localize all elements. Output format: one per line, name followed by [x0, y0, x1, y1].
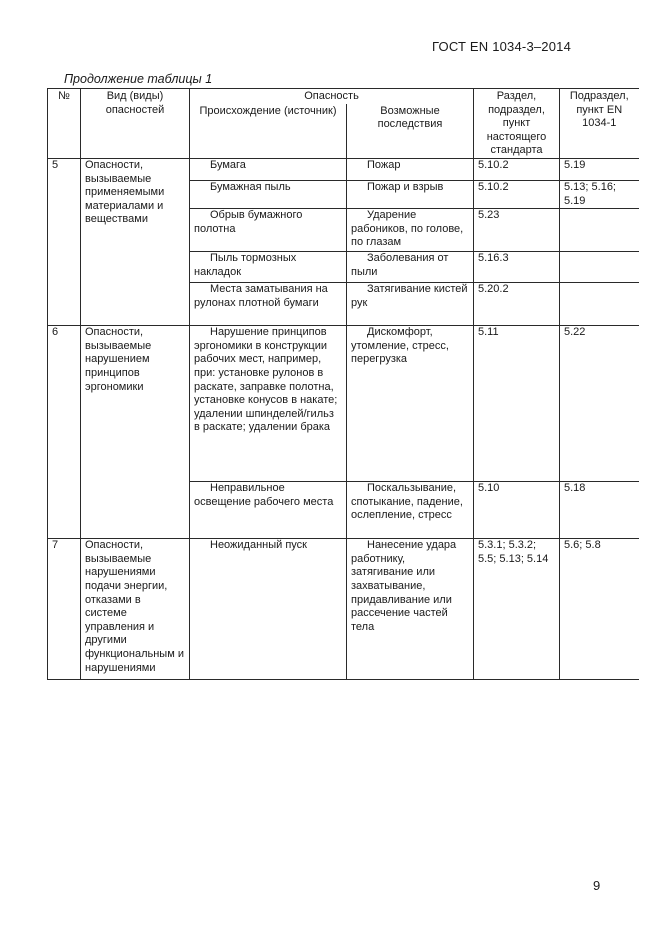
subsection-ref — [560, 252, 639, 283]
subsection-ref: 5.6; 5.8 — [560, 539, 639, 680]
header-origin: Происхождение (источник) — [190, 104, 347, 159]
subsection-ref — [560, 209, 639, 252]
hazard-origin: Места заматывания на рулонах плотной бумаги — [190, 283, 347, 326]
table-row — [48, 539, 639, 680]
subsection-ref — [560, 283, 639, 326]
section-ref: 5.3.1; 5.3.2; 5.5; 5.13; 5.14 — [474, 539, 560, 680]
subsection-ref: 5.13; 5.16; 5.19 — [560, 181, 639, 209]
header-consequences: Возможные последствия — [347, 104, 474, 159]
table-caption: Продолжение таблицы 1 — [64, 72, 213, 86]
hazard-origin: Бумажная пыль — [190, 181, 347, 209]
header-hazard: Опасность — [190, 89, 474, 104]
section-ref: 5.16.3 — [474, 252, 560, 283]
hazards-table — [47, 88, 639, 680]
header-no: № — [48, 89, 81, 159]
hazard-consequences: Пожар — [347, 159, 474, 181]
header-hazard-type: Вид (виды) опасностей — [81, 89, 190, 159]
section-ref: 5.23 — [474, 209, 560, 252]
hazard-origin: Нарушение принципов эргономики в конструкции рабочих мест, например, при: установке рулонов в раскате, заправке полотна, установке конусов в накате; удалении шпинделей/гильз в раскате; удалении брака — [190, 326, 347, 482]
hazard-consequences: Заболевания от пыли — [347, 252, 474, 283]
subsection-ref: 5.22 — [560, 326, 639, 482]
hazard-consequences: Пожар и взрыв — [347, 181, 474, 209]
hazard-origin: Неожиданный пуск — [190, 539, 347, 680]
hazard-origin: Обрыв бумажного полотна — [190, 209, 347, 252]
hazard-origin: Пыль тормозных накладок — [190, 252, 347, 283]
hazard-consequences: Поскальзывание, спотыкание, падение, ослепление, стресс — [347, 482, 474, 539]
hazard-consequences: Нанесение удара работнику, затягивание или захватывание, придавливание или рассечение частей тела — [347, 539, 474, 680]
section-ref: 5.11 — [474, 326, 560, 482]
section-ref: 5.10 — [474, 482, 560, 539]
page-number: 9 — [593, 878, 601, 893]
subsection-ref: 5.18 — [560, 482, 639, 539]
row-number: 7 — [48, 539, 81, 680]
hazard-consequences: Затягивание кистей рук — [347, 283, 474, 326]
section-ref: 5.10.2 — [474, 159, 560, 181]
row-number: 5 — [48, 159, 81, 326]
document-header: ГОСТ EN 1034-3–2014 — [432, 39, 572, 54]
subsection-ref: 5.19 — [560, 159, 639, 181]
header-subsection: Подраздел, пункт EN 1034-1 — [560, 89, 639, 159]
table-row — [48, 326, 639, 482]
hazard-origin: Неправильное освещение рабочего места — [190, 482, 347, 539]
hazard-type: Опасности, вызываемые применяемыми материалами и веществами — [81, 159, 190, 326]
hazard-consequences: Дискомфорт, утомление, стресс, перегрузка — [347, 326, 474, 482]
section-ref: 5.20.2 — [474, 283, 560, 326]
hazard-origin: Бумага — [190, 159, 347, 181]
hazard-type: Опасности, вызываемые нарушениями подачи энергии, отказами в системе управления и другими функциональным и нарушениями — [81, 539, 190, 680]
header-section: Раздел, подраздел, пункт настоящего стандарта — [474, 89, 560, 159]
hazard-consequences: Ударение рабоников, по голове, по глазам — [347, 209, 474, 252]
section-ref: 5.10.2 — [474, 181, 560, 209]
table-row — [48, 159, 639, 181]
hazard-type: Опасности, вызываемые нарушением принципов эргономики — [81, 326, 190, 539]
row-number: 6 — [48, 326, 81, 539]
